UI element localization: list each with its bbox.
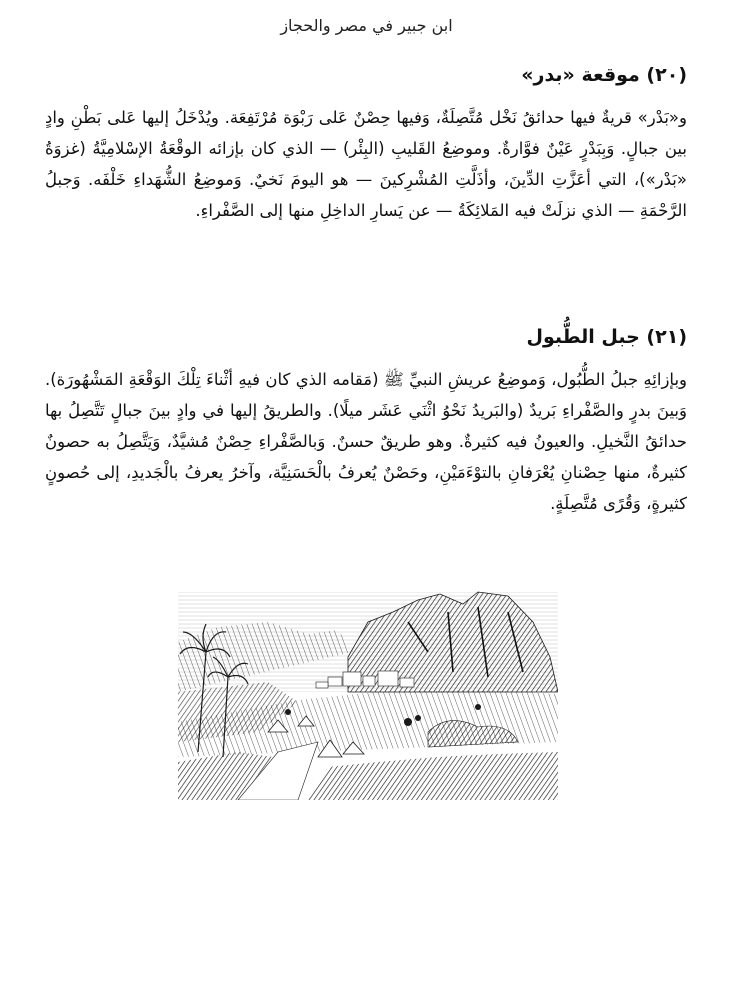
engraving-illustration (178, 582, 558, 800)
running-header: ابن جبير في مصر والحجاز (280, 16, 453, 35)
section-20-heading: (٢٠) موقعة «بدر» (521, 64, 687, 86)
section-21 (45, 326, 687, 519)
landscape-engraving-image (178, 582, 558, 800)
section-21-heading: (٢١) جبل الطُّبول (526, 326, 687, 348)
section-21-paragraph: وبإزائِهِ جبلُ الطُّبُول، وَموضِعُ عريشِ النبيِّ ﷺ (مَقامه الذي كان فيهِ أثْناءَ تِلْكَ الوَقْعَةِ المَشْهُورَة). وَبينَ بدرٍ والصَّفْراءِ بَريدٌ (والبَريدُ نَحْوُ اثْنَي عَشَر ميلًا). والطريقُ إليها في وادٍ بينَ جبالٍ تَتَّصِلُ بها حدائقُ النَّخيلِ. والعيونُ فيه كثيرةٌ. وهو طريقٌ حسنٌ. وَبالصَّفْراءِ حِصْنٌ مُشيَّدٌ، وَيَتَّصِلُ به حصونٌ كثيرةٌ، منها حِصْنانِ يُعْرَفانِ بالتوْءَمَيْنِ، وحَصْنٌ يُعرفُ بالْحَسَنِيَّة، وآخرُ يعرفُ بالْجَديدِ، إلى حُصونٍ كثيرةٍ، وَقُرًى مُتَّصِلَةٍ. (45, 370, 687, 513)
section-20 (45, 64, 687, 226)
section-20-paragraph: و«بَدْر» قريةٌ فيها حدائقُ نَخْل مُتَّصِلَةٌ، وَفيها حِصْنٌ عَلى رَبْوَة مُرْتَفِعَة. ويُدْخَلُ إليها عَلى بَطْنِ وادٍ بين جبالٍ. وَبِبَدْرٍ عَيْنٌ فوَّارةٌ. وموضِعُ القَليبِ (البِئْر) — الذي كان بإزائه الوقْعَةُ الإسْلامِيَّةُ (غزوَةُ «بَدْر»)، التي أعَزَّتِ الدِّينَ، وأذَلَّتِ المُشْرِكينَ — هو اليومَ نَخيٌ. وَموضِعُ الشُّهَداءِ خَلْفَه. وَجبلُ الرَّحْمَةِ — الذي نزلَتْ فيه المَلائِكَةُ — عن يَسارِ الداخِلِ منها إلى الصَّفْراءِ. (45, 108, 687, 220)
